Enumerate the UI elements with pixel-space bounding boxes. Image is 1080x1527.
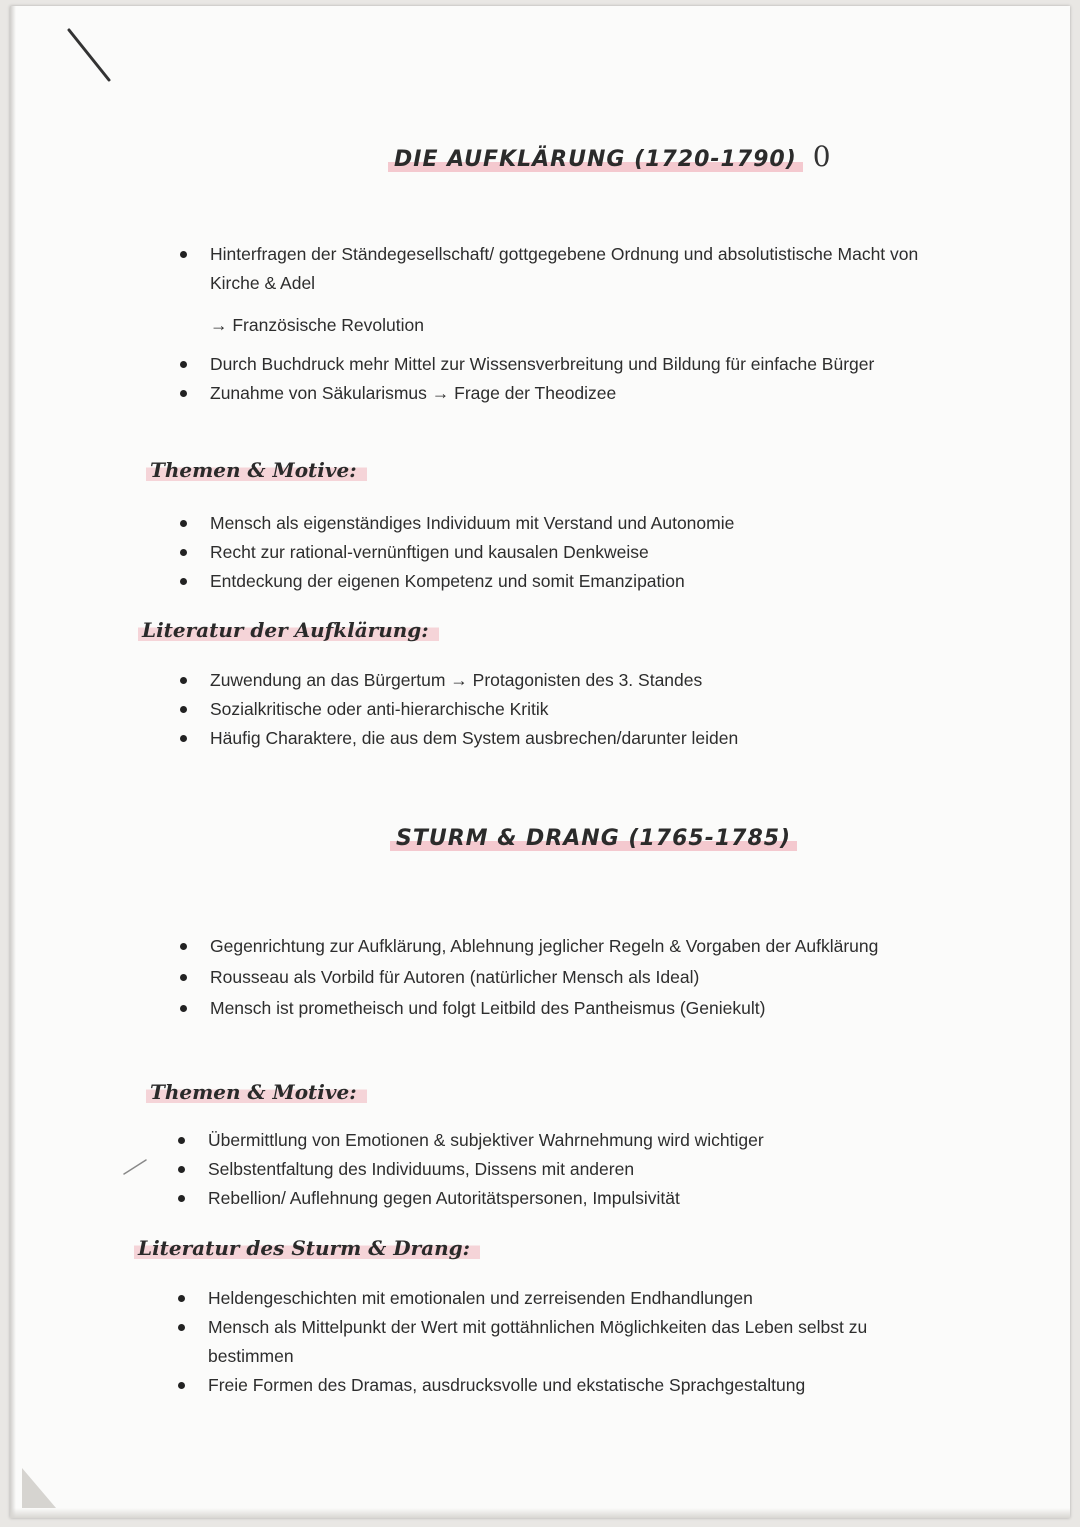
tick-mark xyxy=(122,1156,152,1176)
list-item-arrow: → Französische Revolution xyxy=(210,315,424,335)
section-title-aufklaerung xyxy=(388,140,832,173)
intro-list-aufklaerung xyxy=(176,240,936,408)
list-item: Entdeckung der eigenen Kompetenz und somit Emanzipation xyxy=(176,567,936,596)
list-item: Rousseau als Vorbild für Autoren (natürlicher Mensch als Ideal) xyxy=(176,963,936,992)
list-item: Gegenrichtung zur Aufklärung, Ablehnung jeglicher Regeln & Vorgaben der Aufklärung xyxy=(176,932,936,961)
title-mark: 0 xyxy=(812,140,832,173)
corner-fold xyxy=(22,1468,62,1508)
intro-list-sturm-drang xyxy=(176,932,936,1023)
list-item: Selbstentfaltung des Individuums, Dissens mit anderen xyxy=(174,1155,934,1184)
list-item: Hinterfragen der Ständegesellschaft/ gottgegebene Ordnung und absolutistische Macht von Kirche & Adel xyxy=(176,240,936,298)
list-item: Sozialkritische oder anti-hierarchische Kritik xyxy=(176,695,936,724)
list-item: Zuwendung an das Bürgertum → Protagonisten des 3. Standes xyxy=(176,666,936,695)
paper-sheet xyxy=(10,6,1070,1518)
list-item: Mensch als eigenständiges Individuum mit Verstand und Autonomie xyxy=(176,509,936,538)
section-title-text: STURM & DRANG (1765-1785) xyxy=(390,826,797,853)
list-item: Recht zur rational-vernünftigen und kausalen Denkweise xyxy=(176,538,936,567)
heading-literatur-aufklaerung: Literatur der Aufklärung: xyxy=(138,618,439,642)
literatur-list-sturm-drang xyxy=(174,1284,944,1400)
list-item: Mensch als Mittelpunkt der Wert mit gottähnlichen Möglichkeiten das Leben selbst zu bestimmen xyxy=(174,1313,944,1371)
list-item: Rebellion/ Auflehnung gegen Autoritätspersonen, Impulsivität xyxy=(174,1184,934,1213)
list-item: Mensch ist prometheisch und folgt Leitbild des Pantheismus (Geniekult) xyxy=(176,994,936,1023)
list-item: Zunahme von Säkularismus → Frage der Theodizee xyxy=(176,379,936,408)
list-item: Durch Buchdruck mehr Mittel zur Wissensverbreitung und Bildung für einfache Bürger xyxy=(176,350,936,379)
literatur-list-aufklaerung xyxy=(176,666,936,753)
section-title-text: DIE AUFKLÄRUNG (1720-1790) xyxy=(388,147,803,174)
themen-list-aufklaerung xyxy=(176,509,936,596)
heading-themen-motive-2: Themen & Motive: xyxy=(146,1080,367,1104)
section-title-sturm-drang xyxy=(390,826,797,851)
list-item: Heldengeschichten mit emotionalen und zerreisenden Endhandlungen xyxy=(174,1284,944,1313)
pen-stroke-mark xyxy=(65,26,115,86)
heading-themen-motive-1: Themen & Motive: xyxy=(146,458,367,482)
list-item: Übermittlung von Emotionen & subjektiver Wahrnehmung wird wichtiger xyxy=(174,1126,934,1155)
list-item: Freie Formen des Dramas, ausdrucksvolle und ekstatische Sprachgestaltung xyxy=(174,1371,944,1400)
heading-literatur-sturm-drang: Literatur des Sturm & Drang: xyxy=(134,1236,480,1260)
themen-list-sturm-drang xyxy=(174,1126,934,1213)
list-item: Häufig Charaktere, die aus dem System ausbrechen/darunter leiden xyxy=(176,724,936,753)
